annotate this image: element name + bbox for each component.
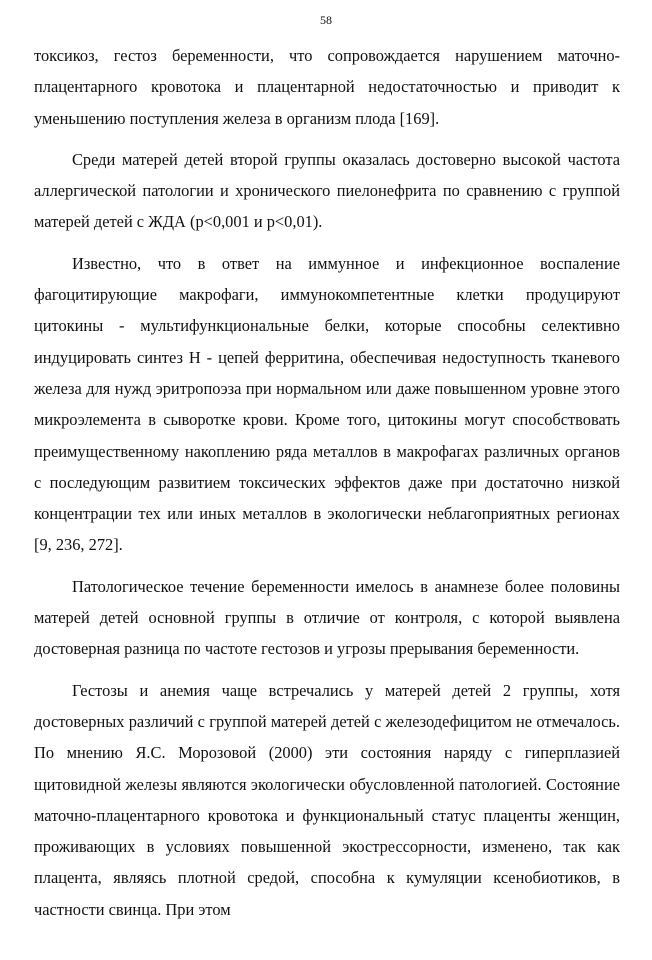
paragraph-pregnancy-course: Патологическое течение беременности имелось в анамнезе более половины матерей детей основной группы в отличие от контроля, с которой выявлена достоверная разница по частоте гестозов и угрозы прерывания беременности.	[34, 576, 620, 659]
paragraph-cytokines: Известно, что в ответ на иммунное и инфекционное воспаление фагоцитирующие макрофаги, иммунокомпетентные клетки продуцируют цитокины - мультифункциональные белки, которые способны селективно индуцировать синтез Н - цепей ферритина, обеспечивая недоступность тканевого железа для нужд эритропоэза при нормальном или даже повышенном уровне этого микроэлемента в сыворотке крови. Кроме того, цитокины могут способствовать преимущественному накоплению ряда металлов в макрофагах различных органов с последующим развитием токсических эффектов даже при достаточно низкой концентрации тех или иных металлов в экологически неблагоприятных регионах [9, 236, 272].	[34, 253, 620, 555]
paragraph-gestosis-anemia: Гестозы и анемия чаще встречались у матерей детей 2 группы, хотя достоверных различий с группой матерей детей с железодефицитом не отмечалось. По мнению Я.С. Морозовой (2000) эти состояния наряду с гиперплазией щитовидной железы являются экологически обусловленной патологией. Состояние маточно-плацентарного кровотока и функциональный статус плаценты женщин, проживающих в условиях повышенной экострессорности, изменено, так как плацента, являясь плотной средой, способна к кумуляции ксенобиотиков, в частности свинца. При этом	[34, 680, 620, 919]
paragraph-allergic-pathology: Среди матерей детей второй группы оказалась достоверно высокой частота аллергической патологии и хронического пиелонефрита по сравнению с группой матерей детей с ЖДА (р<0,001 и р<0,01).	[34, 149, 620, 232]
document-body	[34, 40, 620, 925]
paragraph-continuation: токсикоз, гестоз беременности, что сопровождается нарушением маточно-плацентарного кровотока и плацентарной недостаточностью и приводит к уменьшению поступления железа в организм плода [169].	[34, 46, 620, 128]
page-number: 58	[320, 13, 332, 27]
